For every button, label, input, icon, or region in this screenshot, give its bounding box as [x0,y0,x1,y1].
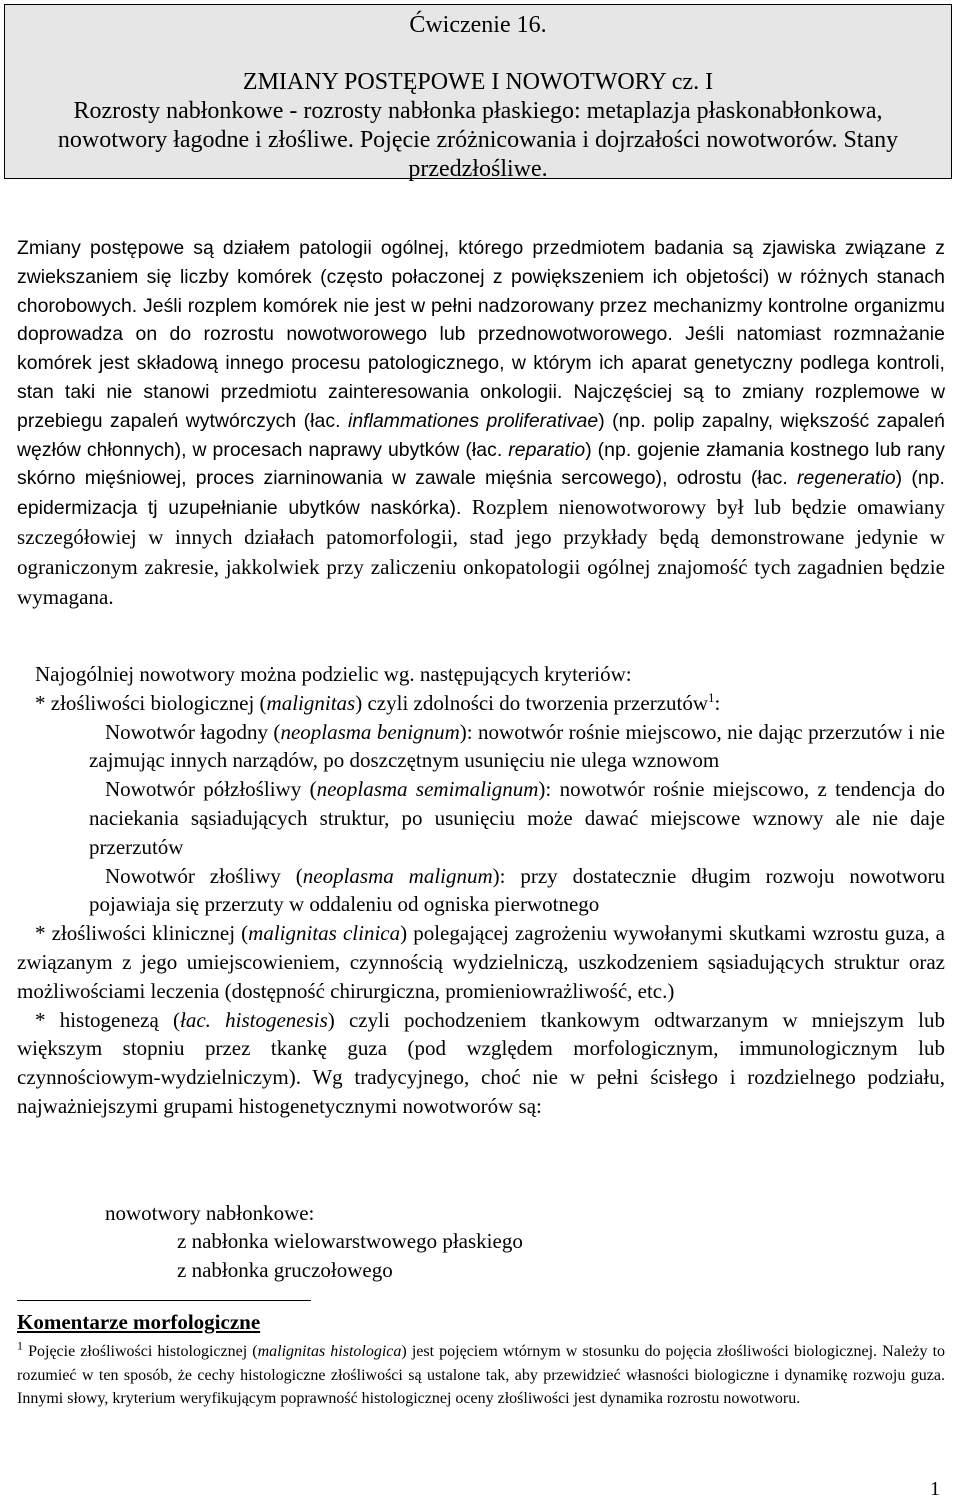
benign-tumor: Nowotwór łagodny (neoplasma benignum): nowotwór rośnie miejscowo, nie dając przerzutów i nie zajmując innych narządów, po doszczętnym usunięciu nie ulega wznowom [89,719,945,773]
criterion-clinical: * złośliwości klinicznej (malignitas clinica) polegającej zagrożeniu wywołanymi skutkami wzrostu guza, a związanym z jego umiejscowieniem, czynnością wydzielniczą, uszkodzeniem sąsiadujących struktur oraz możliwościami leczenia (dostępność chirurgiczna, promieniowrażliwość, etc.) [17,921,946,1003]
group-epithelial: nowotwory nabłonkowe: [105,1201,315,1225]
title-box [4,4,952,182]
intro-latin-2: reparatio [508,438,586,461]
intro-text-4: ) (np. epidermizacja tj uzupełnianie ubytków naskórka). [17,467,945,520]
group-glandular: z nabłonka gruczołowego [177,1258,393,1282]
intro-latin-3: regeneratio [797,467,896,490]
criterion-histogenesis: * histogenezą (łac. histogenesis) czyli pochodzeniem tkankowym odtwarzanym w mniejszym lub większym stopniu przez tkankę guza (pod względem morfologicznym, immunologicznym lub czynnościowym-wydzielniczym). Wg tradycyjnego, choć nie w pełni ścisłego i rozdzielnego podziału, najważniejszymi grupami histogenetycznymi nowotworów są: [17,1007,945,1118]
page-number: 1 [930,1478,940,1500]
footnote-ref: 1 [708,689,715,705]
intro-latin-1: inflammationes proliferativae [347,409,599,432]
topic-subheading-line-3: przedzłośliwe. [408,156,548,182]
criteria-section [17,660,945,1121]
intro-text-2: ) (np. polip zapalny, większość zapaleń węzłów chłonnych), w procesach naprawy ubytków (łac. [17,409,946,461]
exercise-number: Ćwiczenie 16. [409,12,547,38]
criteria-lead: Najogólniej nowotwory można podzielic wg. następujących kryteriów: [35,662,632,686]
footnote-number: 1 [17,1338,23,1353]
intro-text-3: ) (np. gojenie złamania kostnego lub rany skórno mięśniowej, proces ziarninowania w zawale mięśnia sercowego), odrostu (łac. [17,438,945,490]
topic-heading: ZMIANY POSTĘPOWE I NOWOTWORY cz. I [242,69,714,95]
topic-subheading-line-2: nowotwory łagodne i złośliwe. Pojęcie zróżnicowania i dojrzałości nowotworów. Stany [57,127,899,153]
topic-subheading-line-1: Rozrosty nabłonkowe - rozrosty nabłonka płaskiego: metaplazja płaskonabłonkowa, [73,98,883,124]
intro-paragraph [17,234,945,612]
malignant-tumor: Nowotwór złośliwy (neoplasma malignum): przy dostatecznie długim rozwoju nowotworu pojawiaja się przerzuty w oddaleniu od ogniska pierwotnego [89,863,945,917]
intro-text-5: Rozplem nienowotworowy był lub będzie omawiany szczegółowiej w innych działach patomorfologii, stad jego przykłady będą demonstrowane jedynie w ograniczonym zakresie, jakkolwiek przy zaliczeniu onkopatologii ogólnej znajomość tych zagadnien będzie wymagana. [17,495,946,609]
footnote: $^1$ Pojęcie złośliwości histologicznej (malignitas histologica) jest pojęciem wtórnym w stosunku do pojęcia złośliwości biologicznej. Należy to rozumieć w ten sposób, że cechy histologiczne złośliwości są ustalone tak, aby przewidzieć własności biologiczne i dynamikę rozwoju guza. Innymi słowy, kryterium weryfikującym poprawność histologicznej oceny złośliwości jest dynamika rozrostu nowotworu. [17,1338,946,1408]
semimalignant-tumor: Nowotwór półzłośliwy (neoplasma semimalignum): nowotwór rośnie miejscowo, z tendencja do naciekania sąsiadujących struktur, po usunięciu może dawać miejscowe wznowy ale nie daje przerzutów [89,777,945,859]
footnote-separator [17,1300,311,1301]
comments-title: Komentarze morfologiczne [17,1310,261,1334]
criterion-biological: * złośliwości biologicznej (malignitas) czyli zdolności do tworzenia przerzutów$^1$: [35,689,721,715]
group-squamous: z nabłonka wielowarstwowego płaskiego [177,1229,523,1253]
intro-text: Zmiany postępowe są działem patologii ogólnej, którego przedmiotem badania są zjawiska związane z zwiekszaniem się liczby komórek (często połaczonej z powiększeniem ich objetości) w różnych stanach chorobowych. Jeśli rozplem komórek nie jest w pełni nadzorowany przez mechanizmy kontrolne organizmu doprowadza on do rozrostu nowotworowego lub przednowotworowego. Jeśli natomiast rozmnażanie komórek jest składową innego procesu patologicznego, w którym ich aparat genetyczny podlega kontroli, stan taki nie stanowi przedmiotu zainteresowania onkologii. Najczęściej są to zmiany rozplemowe w przebiegu zapaleń wytwórczych (łac. [17,237,945,432]
